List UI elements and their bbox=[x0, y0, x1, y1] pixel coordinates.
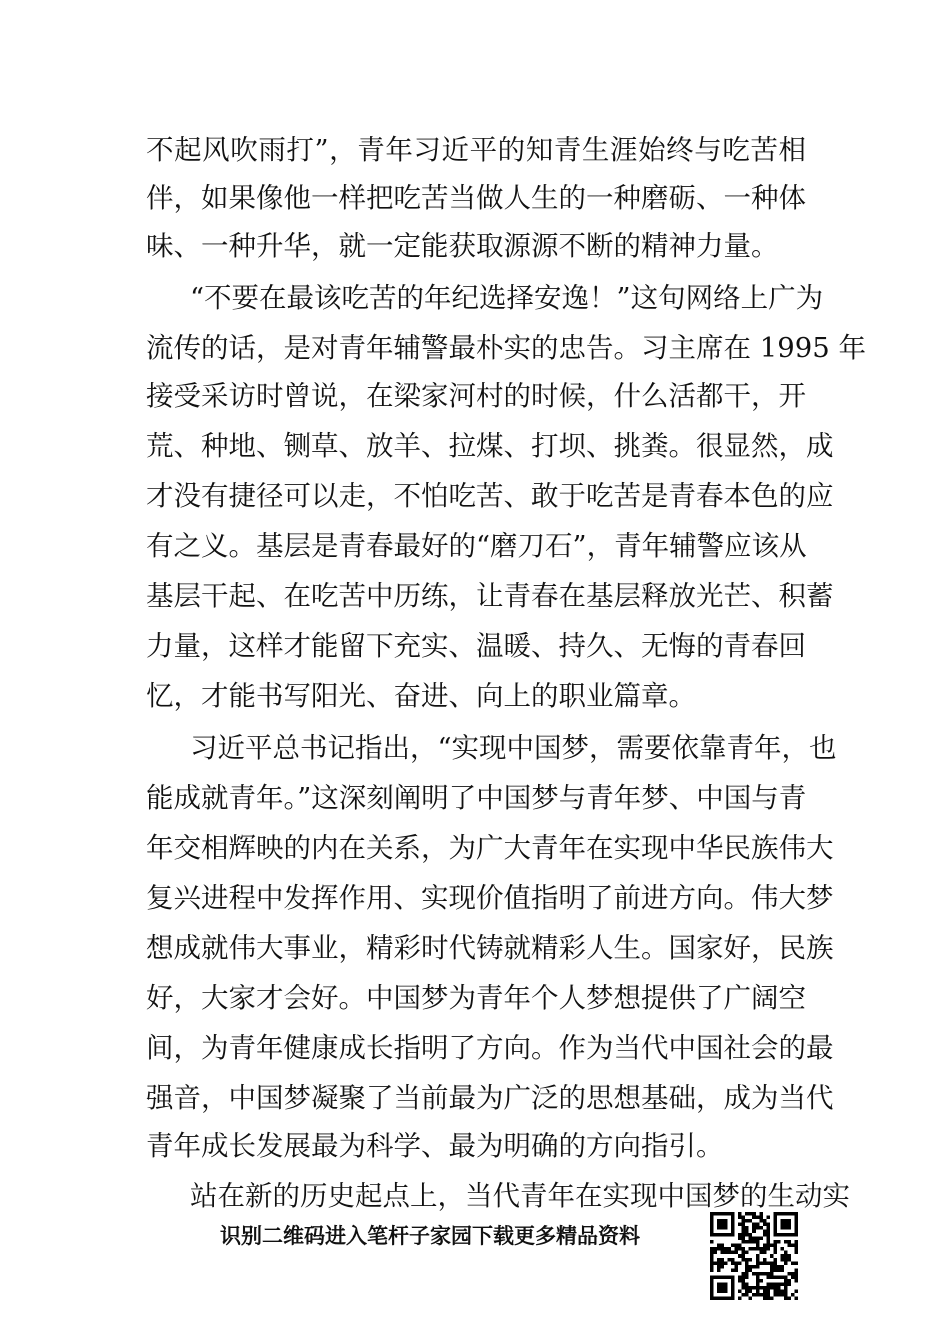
text-line-14: 能成就青年。”这深刻阐明了中国梦与青年梦、中国与青 bbox=[146, 782, 807, 814]
text-line-22: 站在新的历史起点上，当代青年在实现中国梦的生动实 bbox=[190, 1180, 850, 1212]
text-line-4: “不要在最该吃苦的年纪选择安逸！”这句网络上广为 bbox=[190, 282, 824, 314]
text-line-6: 接受采访时曾说，在梁家河村的时候，什么活都干，开 bbox=[146, 380, 806, 412]
text-line-21: 青年成长发展最为科学、最为明确的方向指引。 bbox=[146, 1130, 724, 1162]
footer-promo-text: 识别二维码进入笔杆子家园下载更多精品资料 bbox=[220, 1224, 640, 1248]
text-line-1: 不起风吹雨打”，青年习近平的知青生涯始终与吃苦相 bbox=[146, 134, 806, 166]
text-line-10: 基层干起、在吃苦中历练，让青春在基层释放光芒、积蓄 bbox=[146, 580, 834, 612]
text-line-8: 才没有捷径可以走，不怕吃苦、敢于吃苦是青春本色的应 bbox=[146, 480, 834, 512]
text-line-2: 伴，如果像他一样把吃苦当做人生的一种磨砺、一种体 bbox=[146, 182, 806, 214]
text-line-9: 有之义。基层是青春最好的“磨刀石”，青年辅警应该从 bbox=[146, 530, 807, 562]
text-line-19: 间，为青年健康成长指明了方向。作为当代中国社会的最 bbox=[146, 1032, 834, 1064]
text-line-5: 流传的话，是对青年辅警最朴实的忠告。习主席在 1995 年 bbox=[146, 332, 866, 364]
text-line-17: 想成就伟大事业，精彩时代铸就精彩人生。国家好，民族 bbox=[146, 932, 834, 964]
text-line-16: 复兴进程中发挥作用、实现价值指明了前进方向。伟大梦 bbox=[146, 882, 834, 914]
text-line-20: 强音，中国梦凝聚了当前最为广泛的思想基础，成为当代 bbox=[146, 1082, 834, 1114]
text-line-7: 荒、种地、铡草、放羊、拉煤、打坝、挑粪。很显然，成 bbox=[146, 430, 834, 462]
text-line-15: 年交相辉映的内在关系，为广大青年在实现中华民族伟大 bbox=[146, 832, 834, 864]
text-line-3: 味、一种升华，就一定能获取源源不断的精神力量。 bbox=[146, 230, 779, 262]
text-line-12: 忆，才能书写阳光、奋进、向上的职业篇章。 bbox=[146, 680, 696, 712]
text-line-13: 习近平总书记指出，“实现中国梦，需要依靠青年，也 bbox=[190, 732, 837, 764]
text-line-11: 力量，这样才能留下充实、温暖、持久、无悔的青春回 bbox=[146, 630, 806, 662]
qr-code-icon[interactable] bbox=[710, 1212, 798, 1300]
text-line-18: 好，大家才会好。中国梦为青年个人梦想提供了广阔空 bbox=[146, 982, 806, 1014]
